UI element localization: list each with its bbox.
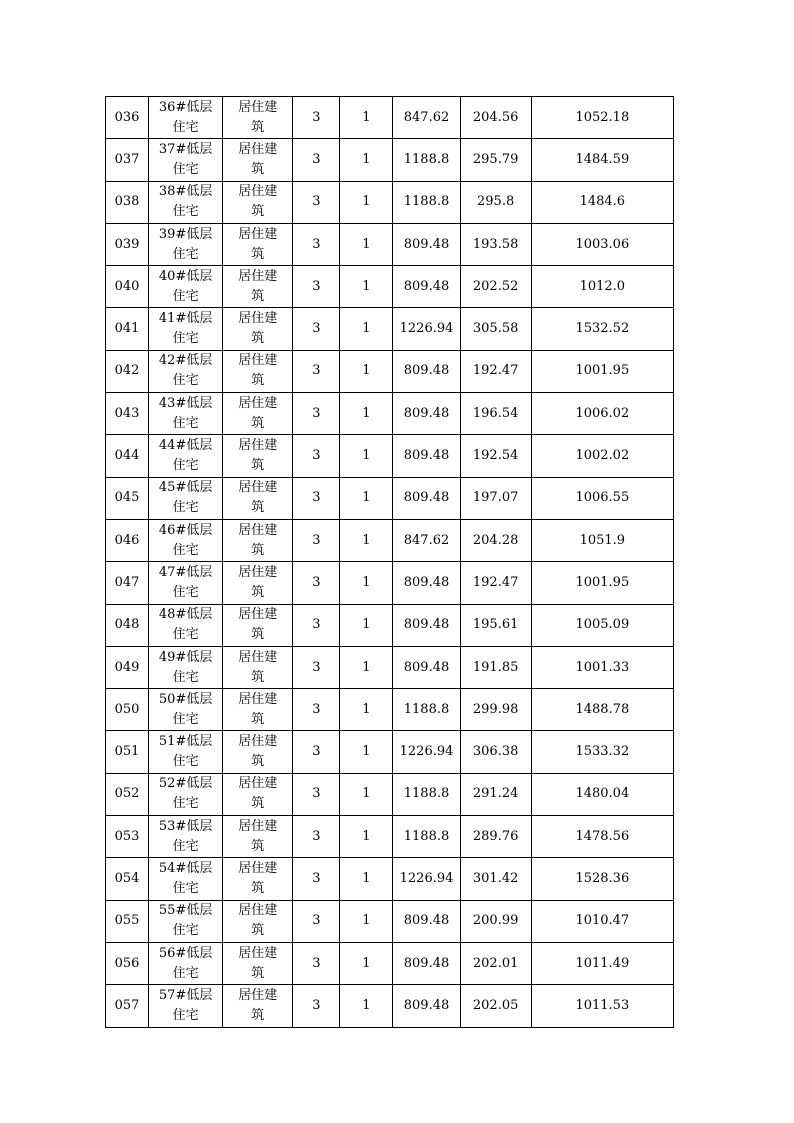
cell-building-type — [223, 519, 293, 561]
cell-count: 1 — [340, 393, 393, 435]
cell-building-type — [223, 858, 293, 900]
cell-building-name-line1: 49#低层 — [158, 649, 213, 665]
table-row — [106, 477, 674, 519]
cell-total-area: 1012.0 — [531, 266, 673, 308]
cell-building-name — [149, 985, 223, 1027]
cell-id: 053 — [106, 816, 149, 858]
cell-floors: 3 — [293, 689, 340, 731]
cell-building-type — [223, 393, 293, 435]
cell-area-b: 202.05 — [460, 985, 531, 1027]
cell-floors: 3 — [293, 900, 340, 942]
cell-building-type-line2: 筑 — [251, 796, 265, 812]
cell-area-b: 204.56 — [460, 97, 531, 139]
cell-building-type-line1: 居住建 — [238, 607, 278, 623]
cell-building-type-line1: 居住建 — [238, 353, 278, 369]
cell-total-area: 1051.9 — [531, 519, 673, 561]
table-row — [106, 97, 674, 139]
cell-building-type — [223, 731, 293, 773]
cell-area-b: 295.79 — [460, 139, 531, 181]
table-row — [106, 858, 674, 900]
cell-building-name-line1: 51#低层 — [158, 734, 213, 750]
cell-area-b: 195.61 — [460, 604, 531, 646]
cell-building-name — [149, 604, 223, 646]
cell-building-name-line2: 住宅 — [172, 500, 199, 516]
data-table — [105, 96, 674, 1028]
cell-building-name — [149, 181, 223, 223]
cell-count: 1 — [340, 562, 393, 604]
cell-total-area: 1002.02 — [531, 435, 673, 477]
cell-id: 045 — [106, 477, 149, 519]
cell-building-type-line2: 筑 — [251, 331, 265, 347]
cell-area-b: 305.58 — [460, 308, 531, 350]
cell-total-area: 1478.56 — [531, 816, 673, 858]
cell-building-type-line2: 筑 — [251, 584, 265, 600]
table-row — [106, 689, 674, 731]
table-row — [106, 139, 674, 181]
table-row — [106, 900, 674, 942]
cell-building-name — [149, 435, 223, 477]
cell-area-b: 196.54 — [460, 393, 531, 435]
cell-building-type-line1: 居住建 — [238, 776, 278, 792]
cell-floors: 3 — [293, 519, 340, 561]
cell-building-type — [223, 435, 293, 477]
cell-area-a: 1226.94 — [393, 308, 460, 350]
cell-area-b: 193.58 — [460, 223, 531, 265]
table-row — [106, 308, 674, 350]
cell-floors: 3 — [293, 816, 340, 858]
cell-building-type-line1: 居住建 — [238, 184, 278, 200]
cell-count: 1 — [340, 350, 393, 392]
cell-floors: 3 — [293, 477, 340, 519]
cell-id: 043 — [106, 393, 149, 435]
table-row — [106, 266, 674, 308]
cell-building-type — [223, 308, 293, 350]
cell-floors: 3 — [293, 97, 340, 139]
cell-count: 1 — [340, 942, 393, 984]
table-row — [106, 181, 674, 223]
cell-id: 041 — [106, 308, 149, 350]
cell-building-name-line1: 50#低层 — [158, 691, 213, 707]
cell-building-type-line1: 居住建 — [238, 945, 278, 961]
cell-area-b: 289.76 — [460, 816, 531, 858]
cell-id: 051 — [106, 731, 149, 773]
cell-total-area: 1011.49 — [531, 942, 673, 984]
cell-area-b: 295.8 — [460, 181, 531, 223]
table-row — [106, 731, 674, 773]
cell-building-type-line2: 筑 — [251, 838, 265, 854]
cell-id: 042 — [106, 350, 149, 392]
cell-id: 036 — [106, 97, 149, 139]
cell-count: 1 — [340, 97, 393, 139]
cell-building-type-line2: 筑 — [251, 754, 265, 770]
cell-area-a: 809.48 — [393, 223, 460, 265]
cell-building-type-line1: 居住建 — [238, 226, 278, 242]
cell-building-name-line1: 38#低层 — [158, 184, 213, 200]
table-row — [106, 816, 674, 858]
cell-area-a: 1188.8 — [393, 773, 460, 815]
table-body — [106, 97, 674, 1028]
cell-floors: 3 — [293, 181, 340, 223]
cell-building-name — [149, 139, 223, 181]
cell-building-type-line2: 筑 — [251, 965, 265, 981]
cell-floors: 3 — [293, 646, 340, 688]
cell-area-a: 1188.8 — [393, 689, 460, 731]
table-row — [106, 223, 674, 265]
cell-total-area: 1532.52 — [531, 308, 673, 350]
cell-floors: 3 — [293, 308, 340, 350]
cell-building-name — [149, 646, 223, 688]
cell-building-name — [149, 773, 223, 815]
cell-count: 1 — [340, 985, 393, 1027]
cell-area-a: 809.48 — [393, 393, 460, 435]
cell-building-type-line1: 居住建 — [238, 522, 278, 538]
cell-id: 048 — [106, 604, 149, 646]
cell-building-type-line2: 筑 — [251, 246, 265, 262]
cell-building-name-line1: 47#低层 — [158, 564, 213, 580]
cell-building-name-line2: 住宅 — [172, 796, 199, 812]
cell-area-b: 204.28 — [460, 519, 531, 561]
cell-count: 1 — [340, 223, 393, 265]
cell-area-a: 847.62 — [393, 97, 460, 139]
cell-area-a: 847.62 — [393, 519, 460, 561]
cell-building-name — [149, 731, 223, 773]
cell-building-name-line2: 住宅 — [172, 373, 199, 389]
cell-area-b: 202.01 — [460, 942, 531, 984]
cell-building-name-line2: 住宅 — [172, 119, 199, 135]
cell-building-name-line1: 56#低层 — [158, 945, 213, 961]
cell-building-type-line2: 筑 — [251, 711, 265, 727]
cell-building-type — [223, 97, 293, 139]
cell-building-type-line2: 筑 — [251, 119, 265, 135]
cell-area-a: 809.48 — [393, 604, 460, 646]
cell-area-b: 202.52 — [460, 266, 531, 308]
cell-building-name-line2: 住宅 — [172, 331, 199, 347]
cell-building-type-line2: 筑 — [251, 373, 265, 389]
cell-building-type-line1: 居住建 — [238, 649, 278, 665]
table-row — [106, 562, 674, 604]
cell-building-name-line1: 41#低层 — [158, 311, 213, 327]
cell-building-type-line2: 筑 — [251, 542, 265, 558]
cell-total-area: 1480.04 — [531, 773, 673, 815]
cell-building-type — [223, 942, 293, 984]
cell-count: 1 — [340, 689, 393, 731]
cell-building-type-line2: 筑 — [251, 161, 265, 177]
cell-total-area: 1001.95 — [531, 350, 673, 392]
cell-count: 1 — [340, 816, 393, 858]
cell-total-area: 1005.09 — [531, 604, 673, 646]
cell-total-area: 1006.55 — [531, 477, 673, 519]
cell-building-type — [223, 900, 293, 942]
cell-area-b: 299.98 — [460, 689, 531, 731]
cell-area-a: 809.48 — [393, 942, 460, 984]
cell-building-name — [149, 393, 223, 435]
cell-building-type-line2: 筑 — [251, 880, 265, 896]
cell-building-type-line2: 筑 — [251, 669, 265, 685]
cell-area-b: 200.99 — [460, 900, 531, 942]
cell-building-name — [149, 223, 223, 265]
cell-building-type-line1: 居住建 — [238, 395, 278, 411]
cell-building-type-line1: 居住建 — [238, 99, 278, 115]
cell-area-a: 809.48 — [393, 900, 460, 942]
cell-building-type — [223, 604, 293, 646]
cell-building-type-line2: 筑 — [251, 627, 265, 643]
cell-building-name-line1: 42#低层 — [158, 353, 213, 369]
table-row — [106, 519, 674, 561]
cell-building-name-line2: 住宅 — [172, 669, 199, 685]
cell-building-type-line1: 居住建 — [238, 268, 278, 284]
cell-total-area: 1052.18 — [531, 97, 673, 139]
cell-building-name — [149, 562, 223, 604]
cell-area-b: 192.54 — [460, 435, 531, 477]
cell-total-area: 1003.06 — [531, 223, 673, 265]
cell-building-name-line1: 53#低层 — [158, 818, 213, 834]
cell-building-name-line1: 39#低层 — [158, 226, 213, 242]
cell-building-name — [149, 858, 223, 900]
cell-building-name — [149, 308, 223, 350]
cell-building-type-line1: 居住建 — [238, 818, 278, 834]
cell-building-type-line1: 居住建 — [238, 987, 278, 1003]
cell-area-a: 809.48 — [393, 646, 460, 688]
cell-floors: 3 — [293, 773, 340, 815]
cell-floors: 3 — [293, 350, 340, 392]
cell-area-b: 291.24 — [460, 773, 531, 815]
cell-building-type — [223, 181, 293, 223]
cell-area-b: 192.47 — [460, 562, 531, 604]
cell-total-area: 1011.53 — [531, 985, 673, 1027]
cell-area-a: 809.48 — [393, 477, 460, 519]
cell-building-name-line2: 住宅 — [172, 880, 199, 896]
cell-building-type — [223, 266, 293, 308]
cell-total-area: 1010.47 — [531, 900, 673, 942]
cell-building-name-line2: 住宅 — [172, 246, 199, 262]
cell-floors: 3 — [293, 139, 340, 181]
cell-id: 057 — [106, 985, 149, 1027]
cell-count: 1 — [340, 646, 393, 688]
cell-total-area: 1488.78 — [531, 689, 673, 731]
cell-building-type-line1: 居住建 — [238, 311, 278, 327]
cell-building-type — [223, 773, 293, 815]
cell-count: 1 — [340, 519, 393, 561]
cell-building-name-line1: 43#低层 — [158, 395, 213, 411]
cell-total-area: 1533.32 — [531, 731, 673, 773]
cell-building-name-line2: 住宅 — [172, 965, 199, 981]
cell-building-name-line1: 48#低层 — [158, 607, 213, 623]
table-row — [106, 942, 674, 984]
cell-id: 037 — [106, 139, 149, 181]
cell-id: 046 — [106, 519, 149, 561]
cell-floors: 3 — [293, 858, 340, 900]
cell-building-name-line2: 住宅 — [172, 711, 199, 727]
cell-building-name-line1: 45#低层 — [158, 480, 213, 496]
cell-area-b: 301.42 — [460, 858, 531, 900]
table-row — [106, 350, 674, 392]
cell-building-type-line2: 筑 — [251, 1007, 265, 1023]
cell-building-type-line2: 筑 — [251, 204, 265, 220]
table-row — [106, 773, 674, 815]
building-area-table — [105, 96, 674, 1028]
cell-count: 1 — [340, 731, 393, 773]
cell-building-name — [149, 266, 223, 308]
table-row — [106, 646, 674, 688]
cell-building-name-line1: 40#低层 — [158, 268, 213, 284]
cell-count: 1 — [340, 773, 393, 815]
cell-building-name — [149, 689, 223, 731]
cell-floors: 3 — [293, 985, 340, 1027]
cell-building-name-line1: 36#低层 — [158, 99, 213, 115]
cell-building-name-line1: 37#低层 — [158, 141, 213, 157]
cell-floors: 3 — [293, 562, 340, 604]
cell-area-a: 809.48 — [393, 266, 460, 308]
cell-total-area: 1484.59 — [531, 139, 673, 181]
cell-area-a: 1188.8 — [393, 181, 460, 223]
cell-area-a: 1188.8 — [393, 139, 460, 181]
cell-count: 1 — [340, 604, 393, 646]
cell-id: 038 — [106, 181, 149, 223]
cell-id: 054 — [106, 858, 149, 900]
cell-total-area: 1006.02 — [531, 393, 673, 435]
cell-building-name-line1: 57#低层 — [158, 987, 213, 1003]
cell-area-a: 1188.8 — [393, 816, 460, 858]
cell-count: 1 — [340, 308, 393, 350]
cell-building-type — [223, 562, 293, 604]
table-row — [106, 604, 674, 646]
cell-floors: 3 — [293, 223, 340, 265]
cell-building-name — [149, 942, 223, 984]
cell-area-a: 1226.94 — [393, 731, 460, 773]
cell-area-a: 809.48 — [393, 350, 460, 392]
table-row — [106, 435, 674, 477]
cell-building-name-line2: 住宅 — [172, 923, 199, 939]
cell-id: 049 — [106, 646, 149, 688]
cell-building-name-line2: 住宅 — [172, 1007, 199, 1023]
cell-count: 1 — [340, 266, 393, 308]
cell-id: 040 — [106, 266, 149, 308]
cell-building-type-line2: 筑 — [251, 458, 265, 474]
cell-building-name-line2: 住宅 — [172, 415, 199, 431]
cell-building-name-line1: 52#低层 — [158, 776, 213, 792]
cell-count: 1 — [340, 181, 393, 223]
cell-building-name-line2: 住宅 — [172, 754, 199, 770]
cell-building-name — [149, 816, 223, 858]
cell-building-type — [223, 139, 293, 181]
cell-building-name-line2: 住宅 — [172, 458, 199, 474]
cell-building-name-line1: 46#低层 — [158, 522, 213, 538]
cell-building-type-line1: 居住建 — [238, 903, 278, 919]
cell-floors: 3 — [293, 435, 340, 477]
cell-floors: 3 — [293, 731, 340, 773]
cell-id: 047 — [106, 562, 149, 604]
cell-building-type-line1: 居住建 — [238, 438, 278, 454]
cell-building-type-line1: 居住建 — [238, 691, 278, 707]
cell-building-name-line2: 住宅 — [172, 542, 199, 558]
cell-building-type-line1: 居住建 — [238, 564, 278, 580]
cell-count: 1 — [340, 858, 393, 900]
cell-area-b: 197.07 — [460, 477, 531, 519]
cell-id: 044 — [106, 435, 149, 477]
cell-building-type — [223, 350, 293, 392]
cell-building-type-line1: 居住建 — [238, 734, 278, 750]
cell-building-name-line2: 住宅 — [172, 838, 199, 854]
cell-area-a: 1226.94 — [393, 858, 460, 900]
table-row — [106, 393, 674, 435]
cell-building-type — [223, 985, 293, 1027]
cell-area-b: 192.47 — [460, 350, 531, 392]
cell-building-name-line1: 44#低层 — [158, 438, 213, 454]
cell-building-type — [223, 689, 293, 731]
cell-floors: 3 — [293, 604, 340, 646]
cell-total-area: 1484.6 — [531, 181, 673, 223]
cell-total-area: 1001.95 — [531, 562, 673, 604]
cell-id: 052 — [106, 773, 149, 815]
cell-building-name — [149, 350, 223, 392]
cell-floors: 3 — [293, 266, 340, 308]
cell-building-name — [149, 477, 223, 519]
cell-area-a: 809.48 — [393, 562, 460, 604]
cell-building-type-line2: 筑 — [251, 923, 265, 939]
cell-area-b: 306.38 — [460, 731, 531, 773]
cell-building-type — [223, 223, 293, 265]
cell-area-a: 809.48 — [393, 985, 460, 1027]
cell-building-type — [223, 816, 293, 858]
cell-area-b: 191.85 — [460, 646, 531, 688]
cell-building-type-line1: 居住建 — [238, 141, 278, 157]
table-row — [106, 985, 674, 1027]
cell-building-name-line2: 住宅 — [172, 204, 199, 220]
cell-count: 1 — [340, 139, 393, 181]
cell-floors: 3 — [293, 393, 340, 435]
cell-building-type — [223, 477, 293, 519]
cell-id: 056 — [106, 942, 149, 984]
cell-building-name-line2: 住宅 — [172, 584, 199, 600]
cell-building-name — [149, 97, 223, 139]
cell-count: 1 — [340, 435, 393, 477]
cell-building-type-line1: 居住建 — [238, 480, 278, 496]
cell-building-name — [149, 519, 223, 561]
cell-building-type — [223, 646, 293, 688]
cell-total-area: 1528.36 — [531, 858, 673, 900]
cell-count: 1 — [340, 900, 393, 942]
cell-id: 039 — [106, 223, 149, 265]
cell-building-type-line2: 筑 — [251, 415, 265, 431]
cell-id: 055 — [106, 900, 149, 942]
cell-building-name-line2: 住宅 — [172, 627, 199, 643]
cell-total-area: 1001.33 — [531, 646, 673, 688]
cell-building-type-line2: 筑 — [251, 500, 265, 516]
cell-floors: 3 — [293, 942, 340, 984]
cell-building-name-line2: 住宅 — [172, 288, 199, 304]
cell-building-name-line1: 54#低层 — [158, 860, 213, 876]
cell-count: 1 — [340, 477, 393, 519]
cell-building-name-line2: 住宅 — [172, 161, 199, 177]
cell-building-name — [149, 900, 223, 942]
cell-building-type-line2: 筑 — [251, 288, 265, 304]
cell-building-type-line1: 居住建 — [238, 860, 278, 876]
cell-area-a: 809.48 — [393, 435, 460, 477]
cell-building-name-line1: 55#低层 — [158, 903, 213, 919]
cell-id: 050 — [106, 689, 149, 731]
